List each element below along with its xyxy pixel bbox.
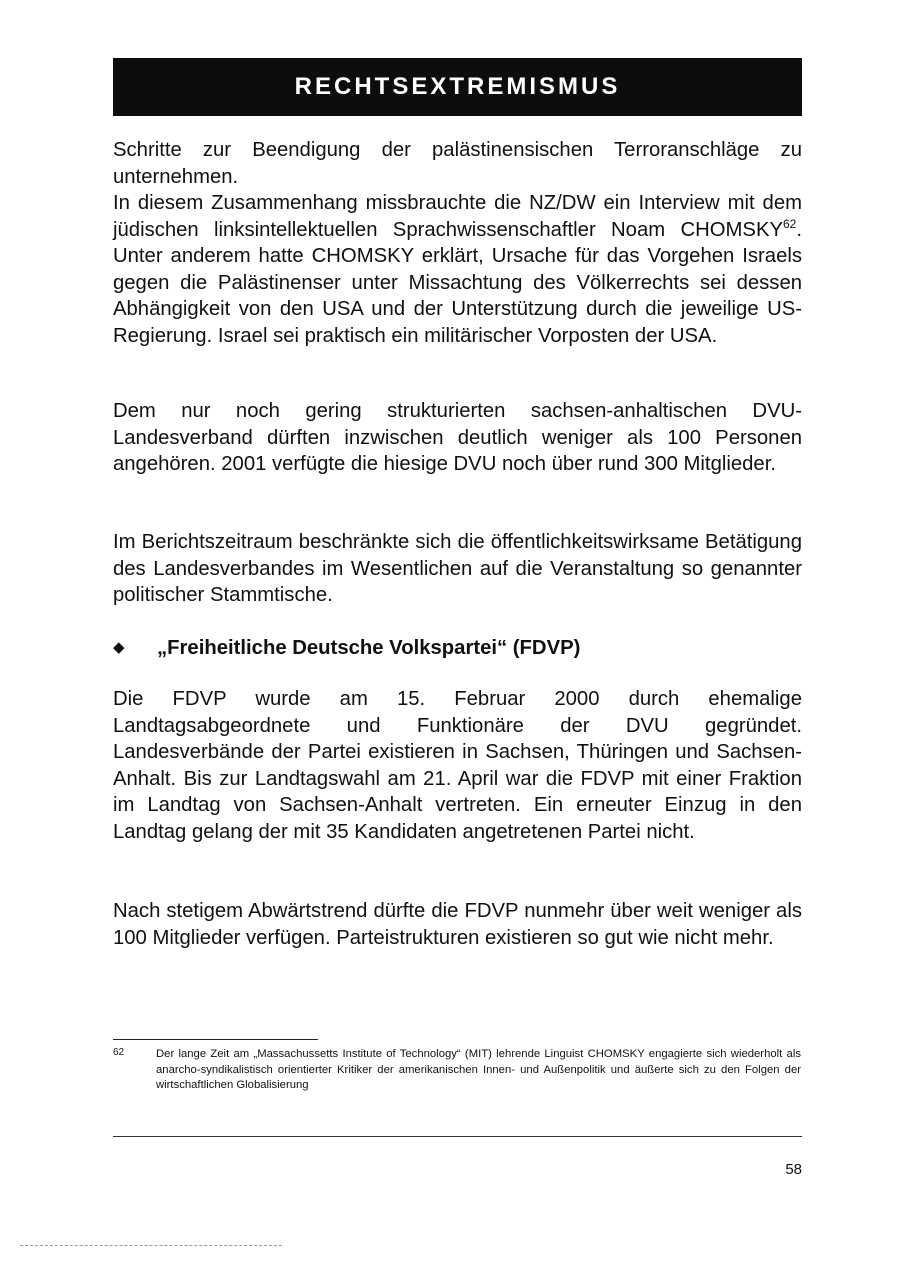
paragraph-3 [113, 529, 802, 609]
paragraph-4-text: Die FDVP wurde am 15. Februar 2000 durch ehemalige Landtagsabgeordnete und Funktionäre der DVU gegründet. Landesverbände der Partei existieren in Sachsen, Thüringen und Sachsen-Anhalt. Bis zur Landtagswahl am 21. April war die FDVP mit einer Fraktion im Landtag von Sachsen-Anhalt vertreten. Ein erneuter Einzug in den Landtag gelang der mit 35 Kandidaten angetretenen Partei nicht. [113, 688, 802, 843]
section-heading [113, 634, 802, 662]
paragraph-1-line-b [113, 190, 802, 349]
footnote-ref[interactable]: 62 [783, 216, 797, 231]
header-title: RECHTSEXTREMISMUS [294, 73, 621, 100]
footnote-divider [113, 1039, 318, 1040]
paragraph-2 [113, 398, 802, 478]
footnote-text: Der lange Zeit am „Massachussetts Institute of Technology“ (MIT) lehrende Linguist CHOMSKY engagierte sich wiederholt als anarcho-syndikalistisch orientierter Kritiker der amerikanischen Innen- und Außenpolitik und äußerte sich zu den Folgen der wirtschaftlichen Globalisierung [156, 1048, 801, 1091]
diamond-bullet-icon: ◆ [113, 639, 125, 656]
footnote-number: 62 [113, 1047, 125, 1058]
paragraph-1 [113, 137, 802, 349]
page-header [113, 58, 802, 116]
page-number: 58 [785, 1161, 802, 1178]
p1-text-post: . Unter anderem hatte CHOMSKY erklärt, Ursache für das Vorgehen Israels gegen die Palästinenser unter Missachtung des Völkerrechts sei dessen Abhängigkeit von den USA und der Unterstützung durch die jeweilige US-Regierung. Israel sei praktisch ein militärischer Vorposten der USA. [113, 218, 802, 347]
scan-edge-line [20, 1245, 282, 1246]
paragraph-5 [113, 898, 802, 951]
paragraph-3-text: Im Berichtszeitraum beschränkte sich die öffentlichkeitswirksame Betätigung des Landesverbandes im Wesentlichen auf die Veranstaltung so genannter politischer Stammtische. [113, 531, 802, 606]
paragraph-2-text: Dem nur noch gering strukturierten sachsen-anhaltischen DVU-Landesverband dürften inzwischen deutlich weniger als 100 Personen angehören. 2001 verfügte die hiesige DVU noch über rund 300 Mitglieder. [113, 400, 802, 475]
p1-text-pre: In diesem Zusammenhang missbrauchte die NZ/DW ein Interview mit dem jüdischen linksintellektuellen Sprachwissenschaftler Noam CHOMSKY [113, 192, 802, 241]
footer-divider [113, 1136, 802, 1137]
paragraph-4 [113, 686, 802, 845]
paragraph-1-line-a: Schritte zur Beendigung der palästinensischen Terroranschläge zu unternehmen. [113, 139, 802, 188]
section-heading-text: „Freiheitliche Deutsche Volkspartei“ (FDVP) [157, 637, 581, 659]
paragraph-5-text: Nach stetigem Abwärtstrend dürfte die FDVP nunmehr über weit weniger als 100 Mitglieder verfügen. Parteistrukturen existieren so gut wie nicht mehr. [113, 900, 802, 949]
